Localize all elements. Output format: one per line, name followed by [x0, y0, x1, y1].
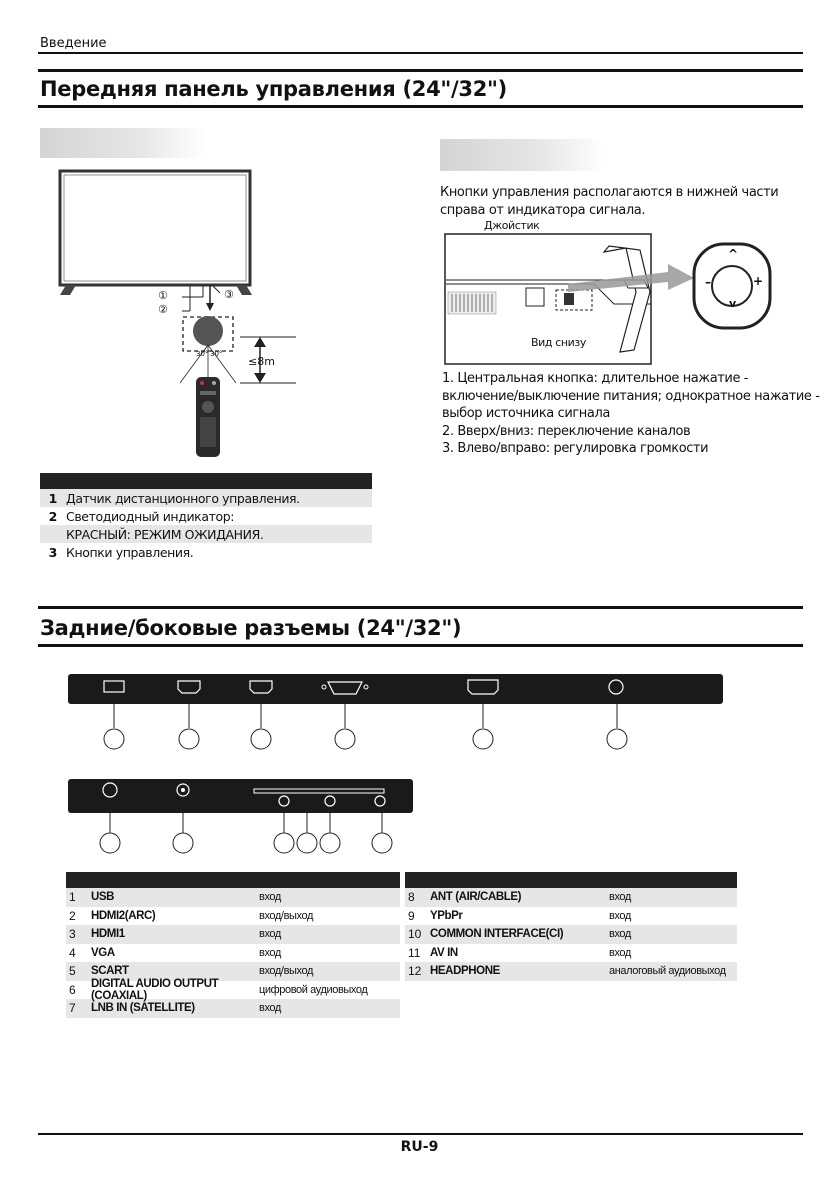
footer-rule: [38, 1133, 803, 1135]
table-row: 11 AV IN вход: [408, 945, 631, 960]
distance-label: ≤8m: [248, 355, 275, 368]
front-description: [440, 184, 820, 219]
angle-right: 30°: [210, 350, 223, 358]
note-line: 3. Влево/вправо: регулировка громкости: [442, 441, 709, 456]
joystick-down: v: [729, 297, 737, 310]
rear-connectors-side: [66, 777, 416, 857]
table-row: 8 ANT (AIR/CABLE) вход: [405, 888, 737, 907]
title-rule-bottom: [38, 105, 803, 108]
front-items-table: [40, 473, 372, 561]
bottom-view-label: Вид снизу: [531, 336, 586, 349]
joystick-up: ^: [728, 247, 739, 261]
joystick-label: Джойстик: [484, 219, 540, 232]
table-row: 6 DIGITAL AUDIO OUTPUT (COAXIAL) цифровой аудиовыход: [69, 977, 368, 1002]
note-line: включение/выключение питания; однократное нажатие -: [442, 388, 820, 404]
table-row: 10 COMMON INTERFACE(CI) вход: [405, 925, 737, 944]
rear-title-rule-bottom: [38, 644, 803, 647]
front-item: 2 Светодиодный индикатор:: [48, 508, 235, 524]
header-section: Введение: [40, 36, 107, 51]
description-line: справа от индикатора сигнала.: [440, 202, 646, 218]
callout-3: ③: [224, 288, 234, 301]
note-line: 1. Центральная кнопка: длительное нажатие -: [442, 371, 749, 386]
front-item: КРАСНЫЙ: РЕЖИМ ОЖИДАНИЯ.: [40, 525, 372, 543]
front-title: Передняя панель управления (24"/32"): [40, 77, 507, 101]
joystick-right: +: [753, 274, 764, 288]
header-rule: [38, 52, 803, 54]
page-number: RU-9: [400, 1139, 439, 1155]
title-rule-top: [38, 69, 803, 72]
rear-title: Задние/боковые разъемы (24"/32"): [40, 616, 462, 640]
table-row: 9 YPbPr вход: [408, 908, 631, 923]
sensor-dot: [193, 316, 223, 346]
section-tab-left: [40, 128, 205, 158]
table-row: 5 SCART вход/выход: [66, 962, 400, 981]
table-row: 3 HDMI1 вход: [66, 925, 400, 944]
section-tab-right: [440, 139, 605, 171]
callout-1: ①: [158, 289, 168, 302]
description-line: Кнопки управления располагаются в нижней части: [440, 185, 779, 200]
connectors-table-right: [405, 872, 737, 981]
control-notes: [442, 370, 822, 458]
table-row: 1 USB вход: [66, 888, 400, 907]
table-row: 12 HEADPHONE аналоговый аудиовыход: [405, 962, 737, 981]
front-item: 1 Датчик дистанционного управления.: [40, 489, 372, 507]
front-item: 3 Кнопки управления.: [48, 544, 194, 560]
joystick-left: –: [705, 275, 711, 289]
table-row: 4 VGA вход: [69, 945, 281, 960]
callout-2: ②: [158, 303, 168, 316]
tv-screen: [60, 171, 250, 285]
note-line: выбор источника сигнала: [442, 406, 610, 421]
tv-front-illustration: [40, 165, 370, 465]
angle-left: 30°: [196, 350, 209, 358]
connectors-table-left: [66, 872, 400, 1018]
table-row: 2 HDMI2(ARC) вход/выход: [69, 908, 313, 923]
table-row: 7 LNB IN (SATELLITE) вход: [66, 999, 400, 1018]
rear-connectors-top: [66, 672, 726, 754]
note-line: 2. Вверх/вниз: переключение каналов: [442, 423, 691, 439]
rear-title-rule-top: [38, 606, 803, 609]
